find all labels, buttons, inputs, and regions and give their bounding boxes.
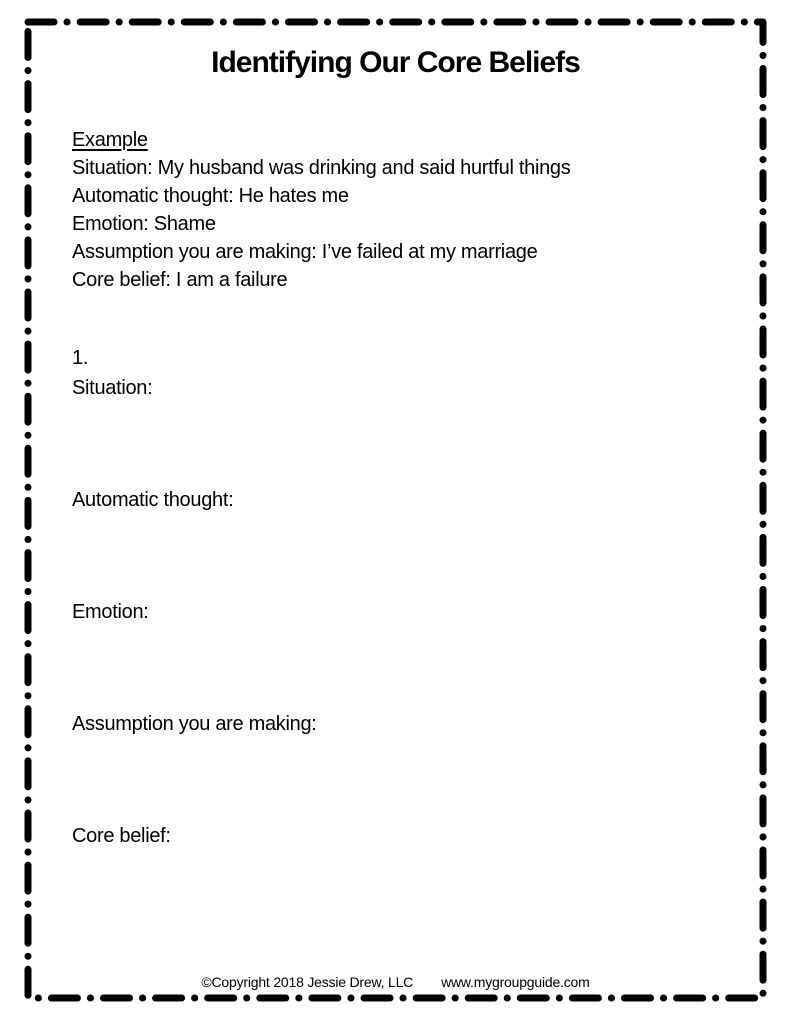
- answer-space-emotion: [72, 626, 712, 706]
- website-text: www.mygroupguide.com: [441, 974, 590, 990]
- answer-space-situation: [72, 402, 712, 482]
- example-line-core-belief: Core belief: I am a failure: [72, 269, 288, 291]
- example-heading: Example: [72, 129, 148, 151]
- page-title: Identifying Our Core Beliefs: [211, 46, 580, 79]
- field-label-core-belief: Core belief:: [72, 825, 171, 847]
- field-label-automatic-thought: Automatic thought:: [72, 489, 234, 511]
- example-section: [72, 126, 570, 294]
- example-line-assumption: Assumption you are making: I’ve failed at my marriage: [72, 241, 538, 263]
- example-line-emotion: Emotion: Shame: [72, 213, 216, 235]
- answer-space-core-belief: [72, 850, 712, 930]
- example-line-automatic-thought: Automatic thought: He hates me: [72, 185, 349, 207]
- field-label-assumption: Assumption you are making:: [72, 713, 317, 735]
- copyright-text: ©Copyright 2018 Jessie Drew, LLC: [201, 974, 414, 990]
- example-line-situation: Situation: My husband was drinking and said hurtful things: [72, 157, 571, 179]
- footer: [0, 974, 791, 990]
- item-number: 1.: [72, 347, 89, 369]
- field-label-emotion: Emotion:: [72, 601, 149, 623]
- field-label-situation: Situation:: [72, 377, 153, 399]
- answer-space-automatic-thought: [72, 514, 712, 594]
- answer-space-assumption: [72, 738, 712, 818]
